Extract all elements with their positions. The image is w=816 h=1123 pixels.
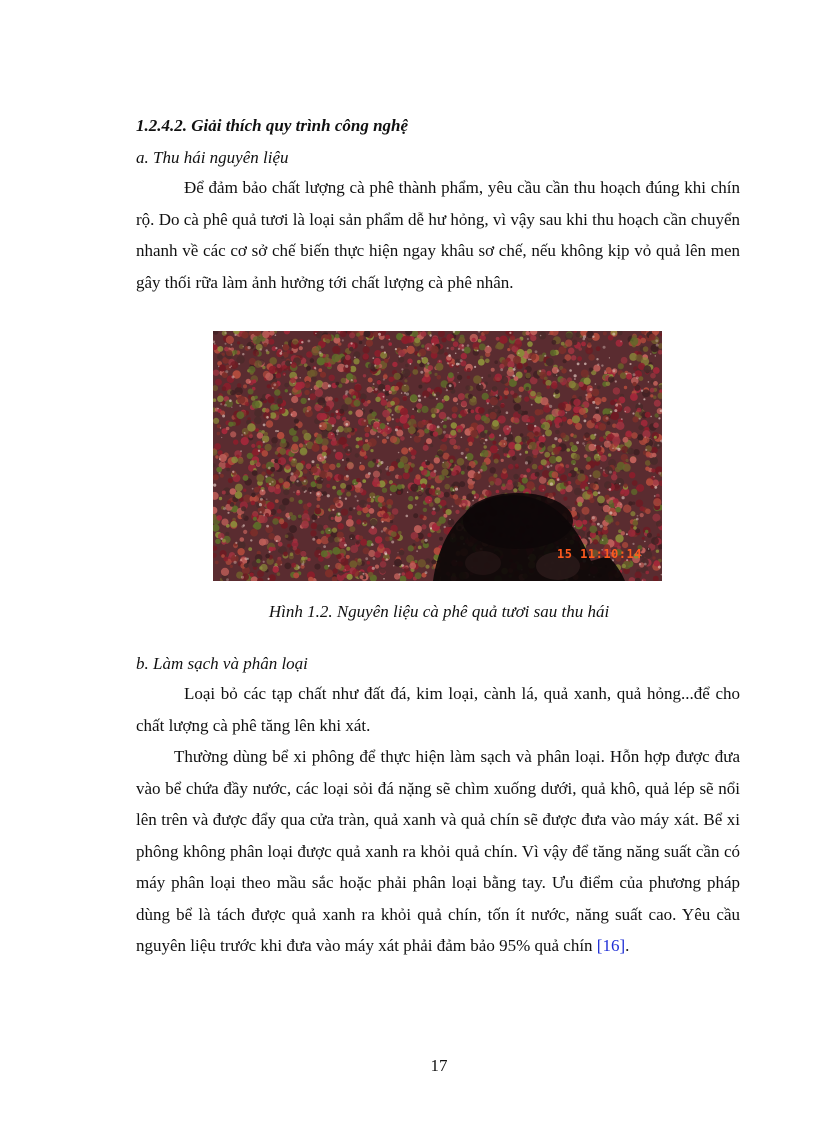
reference-link[interactable]: [16] — [596, 936, 626, 955]
subheading-b: b. Làm sạch và phân loại — [136, 654, 308, 673]
subheading-a: a. Thu hái nguyên liệu — [136, 148, 289, 167]
paragraph-siphon-tank — [136, 741, 740, 962]
siphon-text: Thường dùng bể xi phông để thực hiện làm sạch và phân loại. Hỗn hợp được đưa vào bể chứa đầy nước, các loại sỏi đá nặng sẽ chìm xuống dưới, quả khô, quả lép sẽ nổi lên trên và được đẩy qua cửa tràn, quả xanh và quả chín sẽ được đưa vào máy xát. Bể xi phông không phân loại được quả xanh ra khỏi quả chín. Vì vậy để tăng năng suất cần có máy phân loại theo mầu sắc hoặc phải phân loại bằng tay. Ưu điểm của phương pháp dùng bể là tách được quả xanh ra khỏi quả chín, tốn ít nước, năng suất cao. Yêu cầu nguyên liệu trước khi đưa vào máy xát phải đảm bảo 95% quả chín — [136, 747, 740, 955]
figure-caption: Hình 1.2. Nguyên liệu cà phê quả tươi sau thu hái — [268, 602, 610, 621]
paragraph-harvest: Để đảm bảo chất lượng cà phê thành phẩm, yêu cầu cần thu hoạch đúng khi chín rộ. Do cà phê quả tươi là loại sản phẩm dễ hư hỏng, vì vậy sau khi thu hoạch cần chuyển nhanh về các cơ sở chế biến thực hiện ngay khâu sơ chế, nếu không kịp vỏ quả lên men gây thối rữa làm ảnh hưởng tới chất lượng cà phê nhân. — [136, 178, 740, 292]
paragraph-remove-impurities: Loại bỏ các tạp chất như đất đá, kim loại, cành lá, quả xanh, quả hỏng...để cho chất lượng cà phê tăng lên khi xát. — [136, 684, 740, 735]
section-heading: 1.2.4.2. Giải thích quy trình công nghệ — [136, 116, 409, 135]
paragraph-end: . — [625, 936, 630, 955]
coffee-cherries-image — [213, 331, 662, 581]
coffee-cherries-photo — [213, 331, 662, 581]
page-number: 17 — [430, 1056, 448, 1075]
photo-timestamp: 15 11:10:14 — [557, 547, 642, 561]
